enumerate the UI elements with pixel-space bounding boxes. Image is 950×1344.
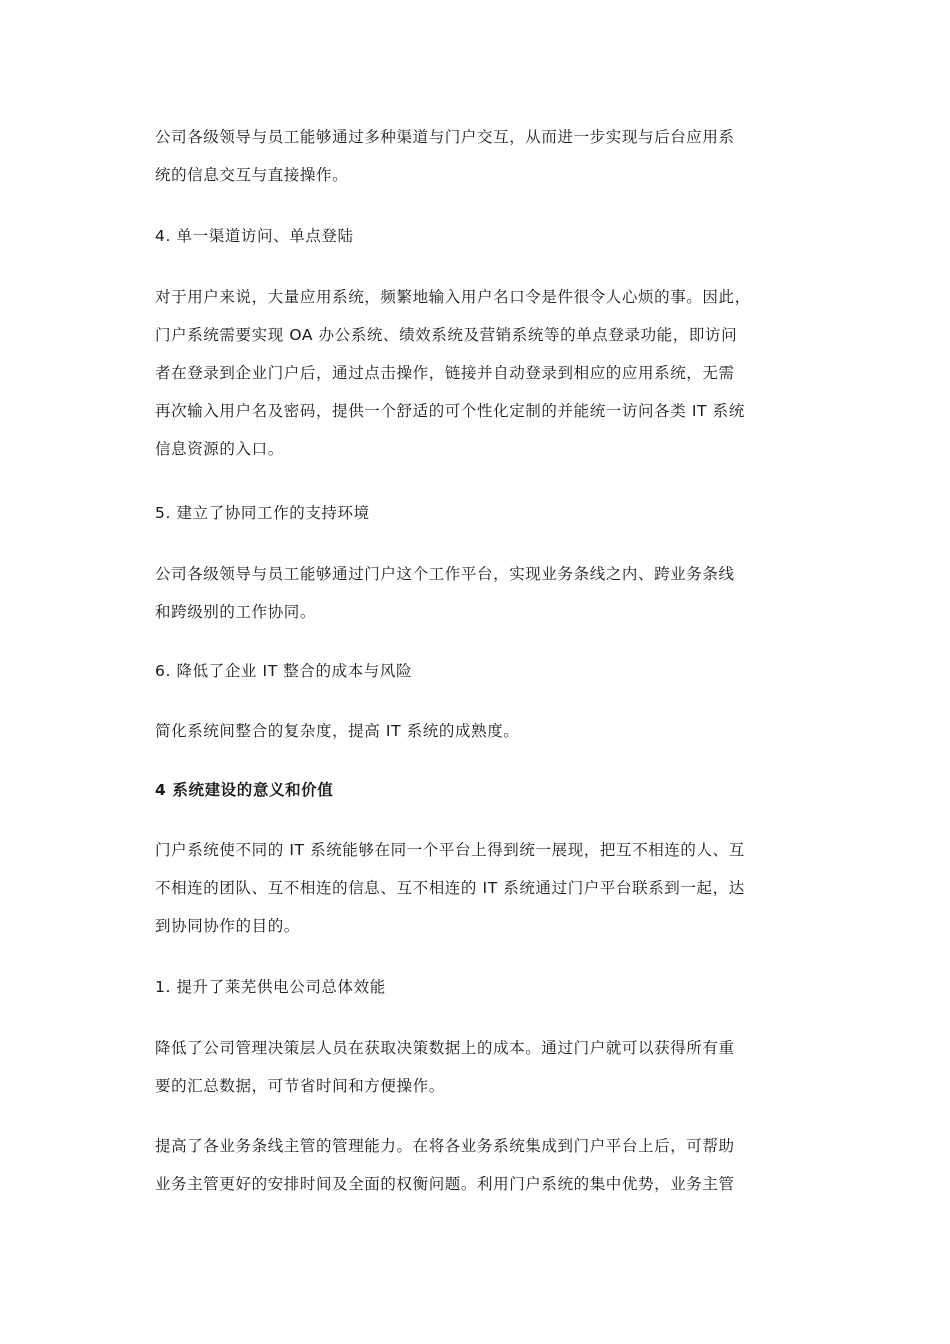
text-line: 6. 降低了企业 IT 整合的成本与风险 bbox=[155, 662, 413, 680]
item-heading-collaboration bbox=[155, 494, 815, 532]
text-line: 对于用户来说，大量应用系统，频繁地输入用户名口令是件很令人心烦的事。因此， bbox=[155, 288, 751, 306]
text-line: 到协同协作的目的。 bbox=[155, 917, 300, 935]
item-heading-single-sign-on bbox=[155, 217, 815, 255]
text-line: 业务主管更好的安排时间及全面的权衡问题。利用门户系统的集中优势，业务主管 bbox=[155, 1175, 735, 1193]
paragraph-portal-interaction bbox=[155, 118, 815, 194]
text-line: 5. 建立了协同工作的支持环境 bbox=[155, 504, 370, 522]
paragraph-collaboration bbox=[155, 555, 815, 631]
paragraph-integration-cost bbox=[155, 712, 815, 750]
item-heading-integration-cost bbox=[155, 652, 815, 690]
paragraph-significance bbox=[155, 831, 815, 945]
text-line: 者在登录到企业门户后，通过点击操作，链接并自动登录到相应的应用系统，无需 bbox=[155, 364, 735, 382]
text-line: 和跨级别的工作协同。 bbox=[155, 603, 317, 621]
text-line: 4 系统建设的意义和价值 bbox=[155, 781, 334, 799]
text-line: 要的汇总数据，可节省时间和方便操作。 bbox=[155, 1077, 445, 1095]
text-line: 信息资源的入口。 bbox=[155, 440, 284, 458]
text-line: 统的信息交互与直接操作。 bbox=[155, 166, 349, 184]
text-line: 降低了公司管理决策层人员在获取决策数据上的成本。通过门户就可以获得所有重 bbox=[155, 1039, 735, 1057]
text-line: 公司各级领导与员工能够通过门户这个工作平台，实现业务条线之内、跨业务条线 bbox=[155, 565, 735, 583]
item-heading-efficiency bbox=[155, 968, 815, 1006]
text-line: 提高了各业务条线主管的管理能力。在将各业务系统集成到门户平台上后，可帮助 bbox=[155, 1137, 735, 1155]
paragraph-decision-cost bbox=[155, 1029, 815, 1105]
text-line: 门户系统需要实现 OA 办公系统、绩效系统及营销系统等的单点登录功能，即访问 bbox=[155, 326, 738, 344]
text-line: 简化系统间整合的复杂度，提高 IT 系统的成熟度。 bbox=[155, 722, 520, 740]
paragraph-single-sign-on bbox=[155, 278, 815, 468]
text-line: 1. 提升了莱芜供电公司总体效能 bbox=[155, 978, 386, 996]
text-line: 再次输入用户名及密码，提供一个舒适的可个性化定制的并能统一访问各类 IT 系统 bbox=[155, 402, 745, 420]
text-line: 不相连的团队、互不相连的信息、互不相连的 IT 系统通过门户平台联系到一起，达 bbox=[155, 879, 745, 897]
text-line: 4. 单一渠道访问、单点登陆 bbox=[155, 227, 354, 245]
section-heading-significance bbox=[155, 771, 815, 809]
text-line: 门户系统使不同的 IT 系统能够在同一个平台上得到统一展现，把互不相连的人、互 bbox=[155, 841, 745, 859]
text-line: 公司各级领导与员工能够通过多种渠道与门户交互，从而进一步实现与后台应用系 bbox=[155, 128, 735, 146]
paragraph-management-capability bbox=[155, 1127, 815, 1203]
